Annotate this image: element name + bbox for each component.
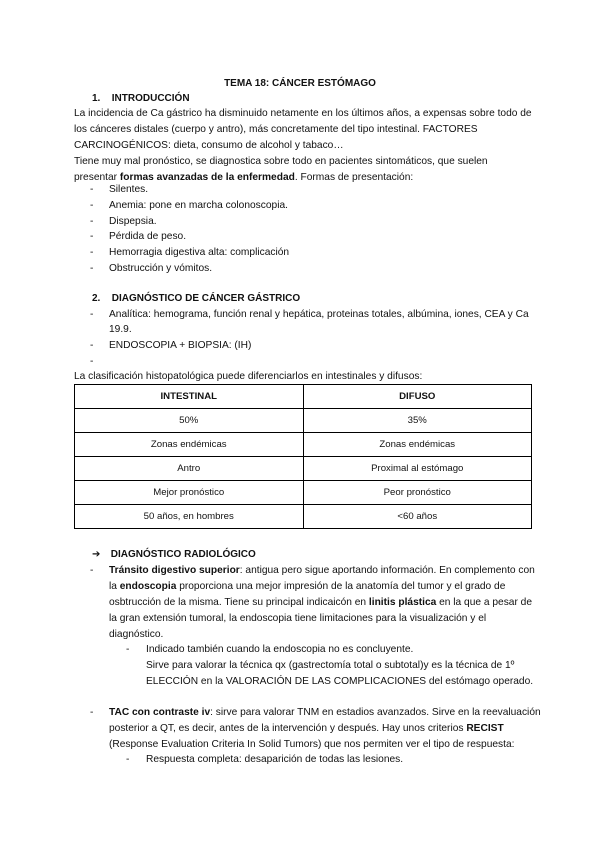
section-heading-introduccion [92, 91, 190, 106]
section-heading-diagnostico [92, 291, 300, 306]
text-line: presentar formas avanzadas de la enfermedad. Formas de presentación: [74, 172, 414, 183]
text-line: La incidencia de Ca gástrico ha disminuido netamente en los últimos años, a expensas sobre todo de [74, 108, 532, 119]
table-row [75, 409, 532, 433]
column-header: INTESTINAL [75, 385, 304, 409]
table-cell: Antro [75, 457, 304, 481]
table-header-row [75, 385, 532, 409]
tac-subitem: - Respuesta completa: desaparición de todas las lesiones. [126, 754, 404, 765]
list-item: - Anemia: pone en marcha colonoscopia. [90, 199, 288, 211]
table-cell: Zonas endémicas [303, 433, 532, 457]
list-item: - Dispepsia. [90, 215, 157, 227]
table-cell: Zonas endémicas [75, 433, 304, 457]
section-heading-text: DIAGNÓSTICO DE CÁNCER GÁSTRICO [111, 293, 301, 304]
list-item: - Silentes. [90, 184, 149, 195]
list-item: - Pérdida de peso. [90, 231, 187, 243]
bold-text: Tránsito digestivo superior [109, 565, 240, 576]
text-line: CARCINOGÉNICOS: dieta, consumo de alcohol y tabaco… [74, 140, 344, 151]
bold-text: linitis plástica [368, 597, 437, 608]
presentation-forms-list [90, 182, 530, 277]
bold-text: endoscopia [119, 581, 177, 592]
table-row [75, 457, 532, 481]
page-title: TEMA 18: CÁNCER ESTÓMAGO [224, 78, 376, 89]
intro-paragraph [74, 106, 534, 186]
section-heading-text: INTRODUCCIÓN [111, 93, 190, 104]
table-row [75, 481, 532, 505]
histopathology-table [74, 384, 532, 529]
tac-item: - TAC con contraste iv: sirve para valorar TNM en estadios avanzados. Sirve en la reevaluación posterior a QT, es decir, antes de la intervención y después. Hay unos criterios RECIST (Response Evaluation Criteria In Solid Tumors) que nos permiten ver el tipo de respuesta: [90, 707, 541, 750]
transito-item: - Tránsito digestivo superior: antigua pero sigue aportando información. En complemento con la endoscopia proporciona una mejor impresión de la anatomía del tumor y el grado de osbtrucción de la misma. Tiene su principal indicaicón en linitis plástica en la que a pesar de la gran extensión tumoral, la endoscopia tiene limitaciones para la visualización y el diagnóstico. [90, 565, 535, 640]
section-number: 2. [92, 293, 101, 304]
table-cell: 35% [303, 409, 532, 433]
list-item: - Analítica: hemograma, función renal y hepática, proteinas totales, albúmina, iones, CEA y Ca 19.9. [90, 309, 529, 335]
bold-text: RECIST [466, 723, 504, 734]
list-item: - ENDOSCOPIA + BIOPSIA: (IH) [90, 340, 252, 351]
radiologic-heading [92, 547, 256, 562]
arrow-icon: ➔ [92, 549, 101, 560]
section-number: 1. [92, 93, 101, 104]
transito-subitem: - Indicado también cuando la endoscopia no es concluyente. Sirve para valorar la técnica qx (gastrectomía total o subtotal)y es la técnica de 1º ELECCIÓN en la VALORACIÓN DE LAS COMPLICACIONES del estómago operado. [126, 644, 534, 687]
list-item: - Obstrucción y vómitos. [90, 262, 213, 274]
text-line: los cánceres distales (cuerpo y antro), más concretamente del tipo intestinal. FACTORES [74, 124, 478, 135]
table-cell: Peor pronóstico [303, 481, 532, 505]
table-cell: <60 años [303, 505, 532, 529]
table-cell: Proximal al estómago [303, 457, 532, 481]
list-item: - [90, 355, 94, 367]
column-header: DIFUSO [303, 385, 532, 409]
section-heading-text: DIAGNÓSTICO RADIOLÓGICO [110, 549, 256, 560]
table-row [75, 505, 532, 529]
table-cell: Mejor pronóstico [75, 481, 304, 505]
list-item: - Hemorragia digestiva alta: complicación [90, 247, 290, 259]
table-row [75, 433, 532, 457]
bold-text: formas avanzadas de la enfermedad [119, 172, 295, 183]
table-intro: La clasificación histopatológica puede diferenciarlos en intestinales y difusos: [74, 371, 423, 382]
table-cell: 50 años, en hombres [75, 505, 304, 529]
diagnosis-list [90, 307, 530, 370]
bold-text: TAC con contraste iv [109, 707, 211, 718]
text-line: Tiene muy mal pronóstico, se diagnostica sobre todo en pacientes sintomáticos, que suelen [74, 156, 488, 167]
table-cell: 50% [75, 409, 304, 433]
